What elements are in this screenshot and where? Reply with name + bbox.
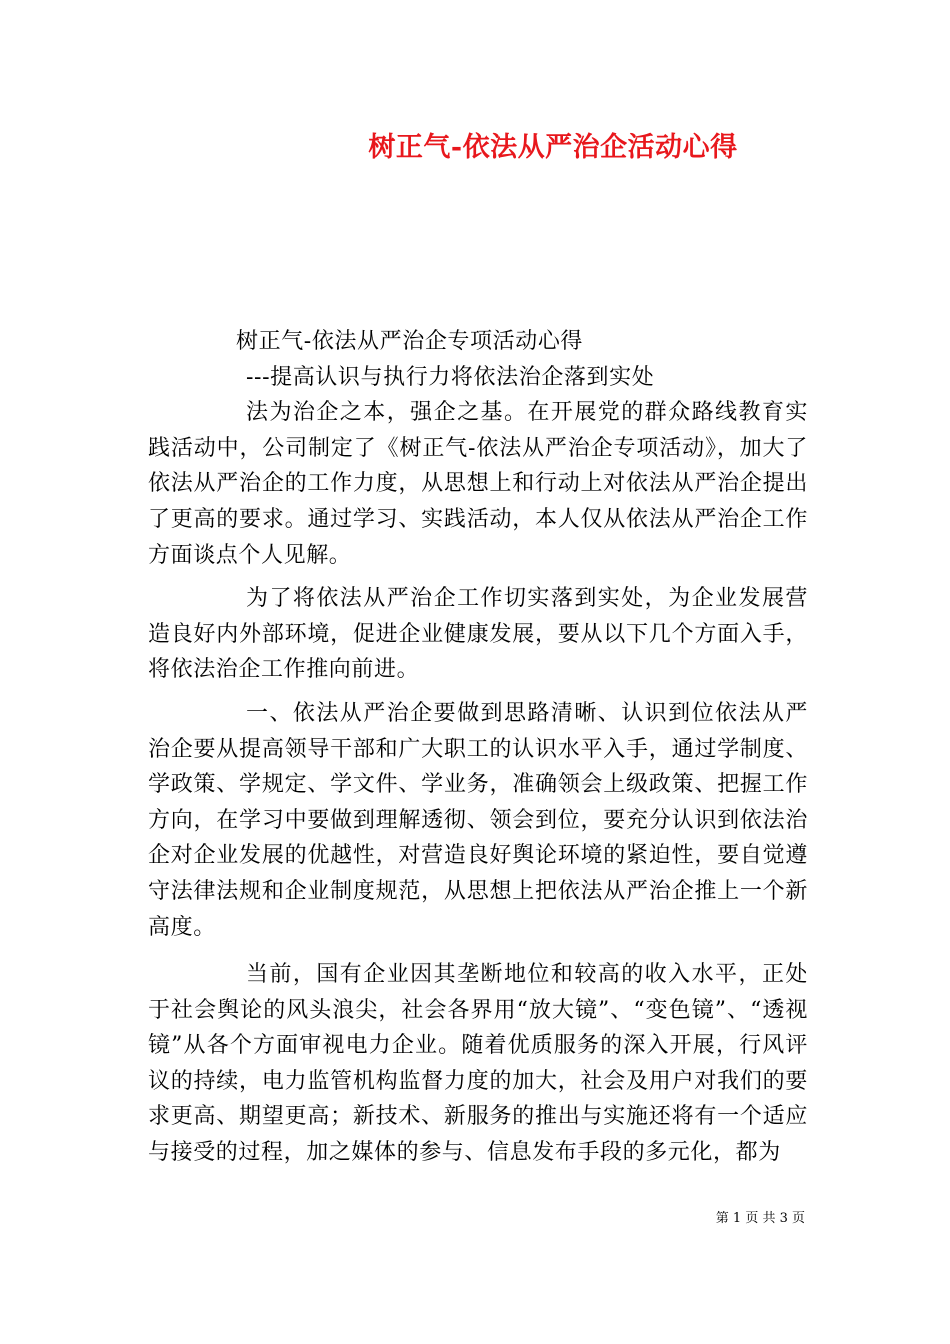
paragraph: 一、依法从严治企要做到思路清晰、认识到位依法从严治企要从提高领导干部和广大职工的认识水平入手，通过学制度、学政策、学规定、学文件、学业务，准确领会上级政策、把握工作方向，在学习中要做到理解透彻、领会到位，要充分认识到依法治企对企业发展的优越性，对营造良好舆论环境的紧迫性，要自觉遵守法律法规和企业制度规范，从思想上把依法从严治企推上一个新高度。 [148, 700, 808, 940]
page-number-footer: 第 1 页 共 3 页 [715, 1211, 805, 1226]
paragraph: 为了将依法从严治企工作切实落到实处，为企业发展营造良好内外部环境，促进企业健康发展，要从以下几个方面入手，将依法治企工作推向前进。 [148, 586, 808, 683]
document-sub-subtitle: ---提高认识与执行力将依法治企落到实处 [246, 364, 655, 390]
document-subtitle: 树正气-依法从严治企专项活动心得 [236, 329, 584, 354]
document-title: 树正气-依法从严治企活动心得 [368, 132, 738, 163]
paragraph: 法为治企之本，强企之基。在开展党的群众路线教育实践活动中，公司制定了《树正气-依法从严治企专项活动》，加大了依法从严治企的工作力度，从思想上和行动上对依法从严治企提出了更高的要求。通过学习、实践活动，本人仅从依法从严治企工作方面谈点个人见解。 [148, 400, 808, 568]
document-body [148, 324, 808, 1171]
paragraph: 当前，国有企业因其垄断地位和较高的收入水平，正处于社会舆论的风头浪尖，社会各界用“放大镜”、“变色镜”、“透视镜”从各个方面审视电力企业。随着优质服务的深入开展，行风评议的持续，电力监管机构监督力度的加大，社会及用户对我们的要求更高、期望更高；新技术、新服务的推出与实施还将有一个适应与接受的过程，加之媒体的参与、信息发布手段的多元化，都为 [148, 962, 808, 1166]
